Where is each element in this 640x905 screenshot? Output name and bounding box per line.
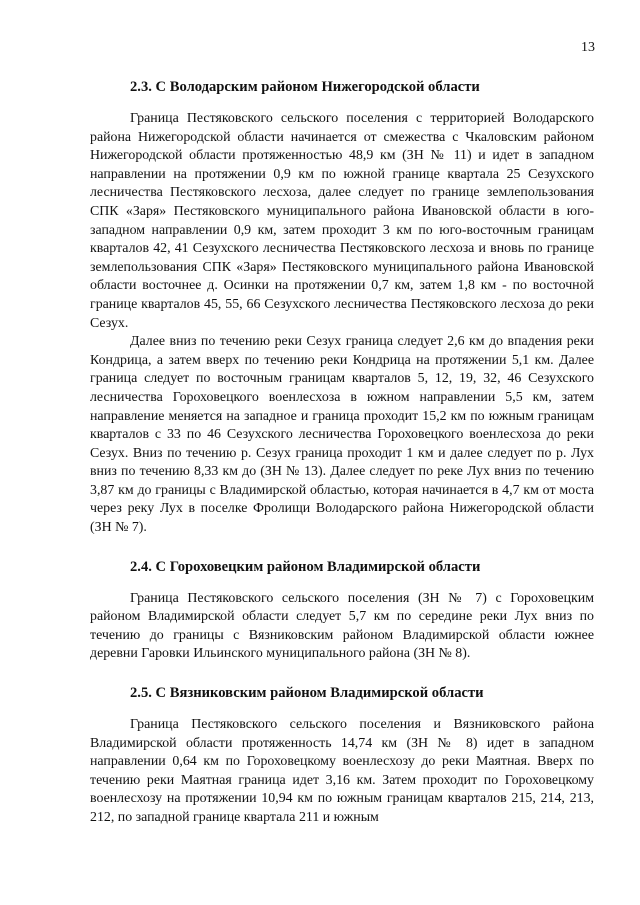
paragraph: Граница Пестяковского сельского поселения и Вязниковского района Владимирской области протяженность 14,74 км (ЗН № 8) идет в западном направлении 0,64 км по Гороховецкому военлесхозу до реки Маятная. Вверх по течению реки Маятная граница идет 3,16 км. Затем проходит по Гороховецкому военлесхозу на протяжении 10,94 км по южным границам кварталов 215, 214, 213, 212, по западной границе квартала 211 и южным bbox=[90, 717, 594, 825]
page-number: 13 bbox=[581, 40, 595, 55]
paragraph: Граница Пестяковского сельского поселения с территорией Володарского района Нижегородской области начинается от смежества с Чкаловским районом Нижегородской области протяженностью 48,9 км (ЗН № 11) и идет в западном направлении на протяжении 0,9 км по южной границе квартала 25 Сезухского лесничества Пестяковского лесхоза, далее следует по границе землепользования СПК «Заря» Пестяковского муниципального района Ивановской области в юго-западном направлении 0,9 км, затем проходит 3 км по юго-восточным границам кварталов 42, 41 Сезухского лесничества Пестяковского лесхоза и вновь по границе землепользования СПК «Заря» Пестяковского муниципального района Ивановской области восточнее д. Осинки на протяжении 0,7 км, затем 1,8 км - по восточной границе кварталов 45, 55, 66 Сезухского лесничества Пестяковского лесхоза до реки Сезух. bbox=[90, 111, 594, 331]
section-heading-2-3: 2.3. С Володарским районом Нижегородской области bbox=[130, 79, 480, 95]
paragraph: Далее вниз по течению реки Сезух граница следует 2,6 км до впадения реки Кондрица, а затем вверх по течению реки Кондрица на протяжении 5,1 км. Далее граница следует по восточным границам кварталов 5, 12, 19, 32, 46 Сезухского лесничества Гороховецкого военлесхоза в южном направлении 5,5 км, затем направление меняется на западное и граница проходит 15,2 км по южным границам кварталов с 33 по 46 Сезухского лесничества Гороховецкого военлесхоза до реки Сезух. Вниз по течению р. Сезух граница проходит 1 км и далее следует по р. Лух вниз по течению 8,33 км до (ЗН № 13). Далее следует по реке Лух вниз по течению 3,87 км до границы с Владимирской областью, которая начинается в 4,7 км от моста через реку Лух в поселке Фролищи Володарского района Нижегородской области (ЗН № 7). bbox=[90, 334, 594, 536]
section-heading-2-5: 2.5. С Вязниковским районом Владимирской области bbox=[130, 685, 484, 702]
section-heading-2-4: 2.4. С Гороховецким районом Владимирской области bbox=[130, 558, 481, 575]
paragraph: Граница Пестяковского сельского поселения (ЗН № 7) с Гороховецким районом Владимирской области следует 5,7 км по середине реки Лух вниз по течению до границы с Вязниковским районом Владимирской области южнее деревни Гаровки Ильинского муниципального района (ЗН № 8). bbox=[90, 590, 594, 662]
document-body bbox=[90, 78, 594, 828]
